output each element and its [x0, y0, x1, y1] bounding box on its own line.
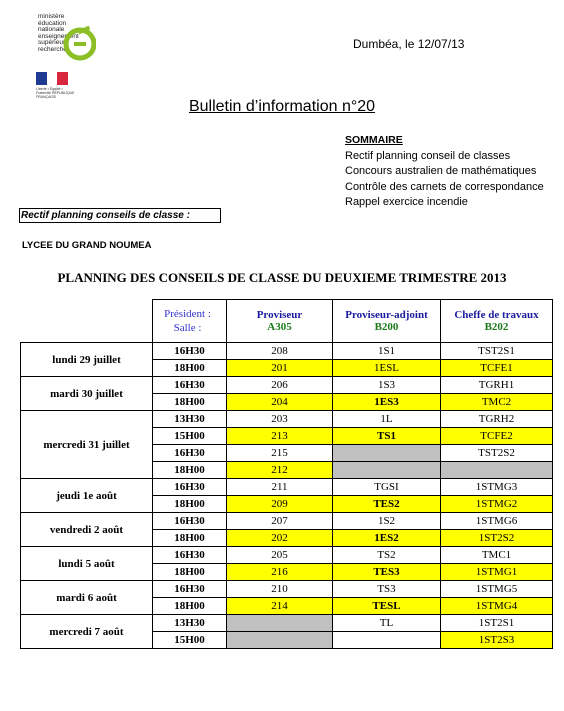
- salle-label: Salle :: [173, 322, 202, 334]
- class-cell: 206: [227, 377, 333, 394]
- class-cell: 208: [227, 343, 333, 360]
- time-cell: 18H00: [153, 564, 227, 581]
- class-cell: 1STMG2: [441, 496, 553, 513]
- time-cell: 18H00: [153, 360, 227, 377]
- class-cell: 205: [227, 547, 333, 564]
- day-label: mercredi 7 août: [21, 615, 153, 649]
- time-cell: 16H30: [153, 547, 227, 564]
- schedule-row: [21, 479, 553, 496]
- class-cell: 1STMG6: [441, 513, 553, 530]
- class-cell: TESL: [333, 598, 441, 615]
- class-cell: TS3: [333, 581, 441, 598]
- class-cell: 211: [227, 479, 333, 496]
- class-cell: 209: [227, 496, 333, 513]
- class-cell: 1STMG4: [441, 598, 553, 615]
- bulletin-title: Bulletin d’information n°20: [188, 98, 376, 115]
- sommaire: [345, 133, 544, 211]
- time-cell: 15H00: [153, 632, 227, 649]
- ministry-line: supérieur: [38, 39, 66, 46]
- class-cell: 216: [227, 564, 333, 581]
- class-cell: TCFE1: [441, 360, 553, 377]
- class-cell: 1ES2: [333, 530, 441, 547]
- time-cell: 18H00: [153, 462, 227, 479]
- class-cell: 1STMG1: [441, 564, 553, 581]
- class-cell: [333, 462, 441, 479]
- class-cell: 1ST2S3: [441, 632, 553, 649]
- ministry-logo-e-icon: [60, 14, 96, 68]
- class-cell: [227, 615, 333, 632]
- class-cell: 203: [227, 411, 333, 428]
- class-cell: 1S3: [333, 377, 441, 394]
- schedule-row: [21, 513, 553, 530]
- class-cell: 1STMG3: [441, 479, 553, 496]
- role-header: [333, 300, 441, 343]
- time-cell: 18H00: [153, 530, 227, 547]
- class-cell: [227, 632, 333, 649]
- time-cell: 15H00: [153, 428, 227, 445]
- role-label: Proviseur-adjoint: [345, 309, 428, 321]
- time-cell: 16H30: [153, 479, 227, 496]
- ministry-line: enseignement: [38, 32, 79, 40]
- schedule-row: [21, 581, 553, 598]
- ministry-line: ministère: [38, 13, 65, 20]
- class-cell: 1STMG5: [441, 581, 553, 598]
- day-label: lundi 29 juillet: [21, 343, 153, 377]
- class-cell: TMC2: [441, 394, 553, 411]
- president-label: Président :: [164, 308, 211, 320]
- time-cell: 13H30: [153, 411, 227, 428]
- ministry-line: éducation: [38, 19, 67, 27]
- president-salle-header: [153, 300, 227, 343]
- french-flag-icon: [36, 72, 68, 85]
- sommaire-item: Contrôle des carnets de correspondance: [345, 180, 544, 193]
- time-cell: 16H30: [153, 581, 227, 598]
- class-cell: TGRH1: [441, 377, 553, 394]
- day-label: mardi 30 juillet: [21, 377, 153, 411]
- day-label: lundi 5 août: [21, 547, 153, 581]
- class-cell: 210: [227, 581, 333, 598]
- ministry-line: nationale: [38, 26, 65, 33]
- school-name: LYCEE DU GRAND NOUMEA: [22, 240, 152, 251]
- time-cell: 18H00: [153, 394, 227, 411]
- room-label: B202: [484, 321, 509, 333]
- role-label: Proviseur: [256, 309, 303, 321]
- class-cell: 1ST2S2: [441, 530, 553, 547]
- document-date: Dumbéa, le 12/07/13: [353, 37, 465, 51]
- role-header: [441, 300, 553, 343]
- class-cell: 1S2: [333, 513, 441, 530]
- class-cell: 1ES3: [333, 394, 441, 411]
- time-cell: 18H00: [153, 496, 227, 513]
- empty-corner: [21, 300, 153, 343]
- time-cell: 13H30: [153, 615, 227, 632]
- sommaire-item: Rectif planning conseil de classes: [345, 149, 511, 162]
- class-cell: TMC1: [441, 547, 553, 564]
- schedule-row: [21, 615, 553, 632]
- sommaire-heading: SOMMAIRE: [345, 134, 403, 146]
- time-cell: 16H30: [153, 377, 227, 394]
- schedule-row: [21, 343, 553, 360]
- class-cell: [333, 632, 441, 649]
- ministry-line: recherche: [38, 45, 67, 53]
- class-cell: TGSI: [333, 479, 441, 496]
- sommaire-item: Rappel exercice incendie: [345, 196, 468, 208]
- time-cell: 18H00: [153, 598, 227, 615]
- class-cell: [441, 462, 553, 479]
- schedule-row: [21, 411, 553, 428]
- class-cell: 207: [227, 513, 333, 530]
- schedule-row: [21, 547, 553, 564]
- class-cell: 1L: [333, 411, 441, 428]
- class-cell: 1ST2S1: [441, 615, 553, 632]
- day-label: mercredi 31 juillet: [21, 411, 153, 479]
- schedule-row: [21, 377, 553, 394]
- class-cell: TS1: [333, 428, 441, 445]
- role-header: [227, 300, 333, 343]
- room-label: A305: [267, 321, 292, 333]
- class-cell: 212: [227, 462, 333, 479]
- flag-caption: Liberté • Égalité • Fraternité RÉPUBLIQUE FRANÇAISE: [36, 87, 75, 99]
- class-cell: 215: [227, 445, 333, 462]
- class-cell: TCFE2: [441, 428, 553, 445]
- class-cell: 1ESL: [333, 360, 441, 377]
- class-cell: 214: [227, 598, 333, 615]
- class-cell: TL: [333, 615, 441, 632]
- role-label: Cheffe de travaux: [454, 309, 539, 321]
- class-cell: 201: [227, 360, 333, 377]
- day-label: jeudi 1e août: [21, 479, 153, 513]
- class-cell: [333, 445, 441, 462]
- section-label: Rectif planning conseils de classe :: [19, 208, 221, 223]
- class-cell: TS2: [333, 547, 441, 564]
- sommaire-item: Concours australien de mathématiques: [345, 165, 537, 177]
- room-label: B200: [374, 321, 399, 333]
- day-label: mardi 6 août: [21, 581, 153, 615]
- class-cell: TES3: [333, 564, 441, 581]
- time-cell: 16H30: [153, 445, 227, 462]
- schedule-table: [20, 299, 553, 649]
- class-cell: 213: [227, 428, 333, 445]
- class-cell: TGRH2: [441, 411, 553, 428]
- class-cell: 204: [227, 394, 333, 411]
- time-cell: 16H30: [153, 513, 227, 530]
- time-cell: 16H30: [153, 343, 227, 360]
- class-cell: 1S1: [333, 343, 441, 360]
- class-cell: TST2S1: [441, 343, 553, 360]
- planning-title: PLANNING DES CONSEILS DE CLASSE DU DEUXIEME TRIMESTRE 2013: [57, 270, 507, 285]
- class-cell: 202: [227, 530, 333, 547]
- day-label: vendredi 2 août: [21, 513, 153, 547]
- class-cell: TES2: [333, 496, 441, 513]
- class-cell: TST2S2: [441, 445, 553, 462]
